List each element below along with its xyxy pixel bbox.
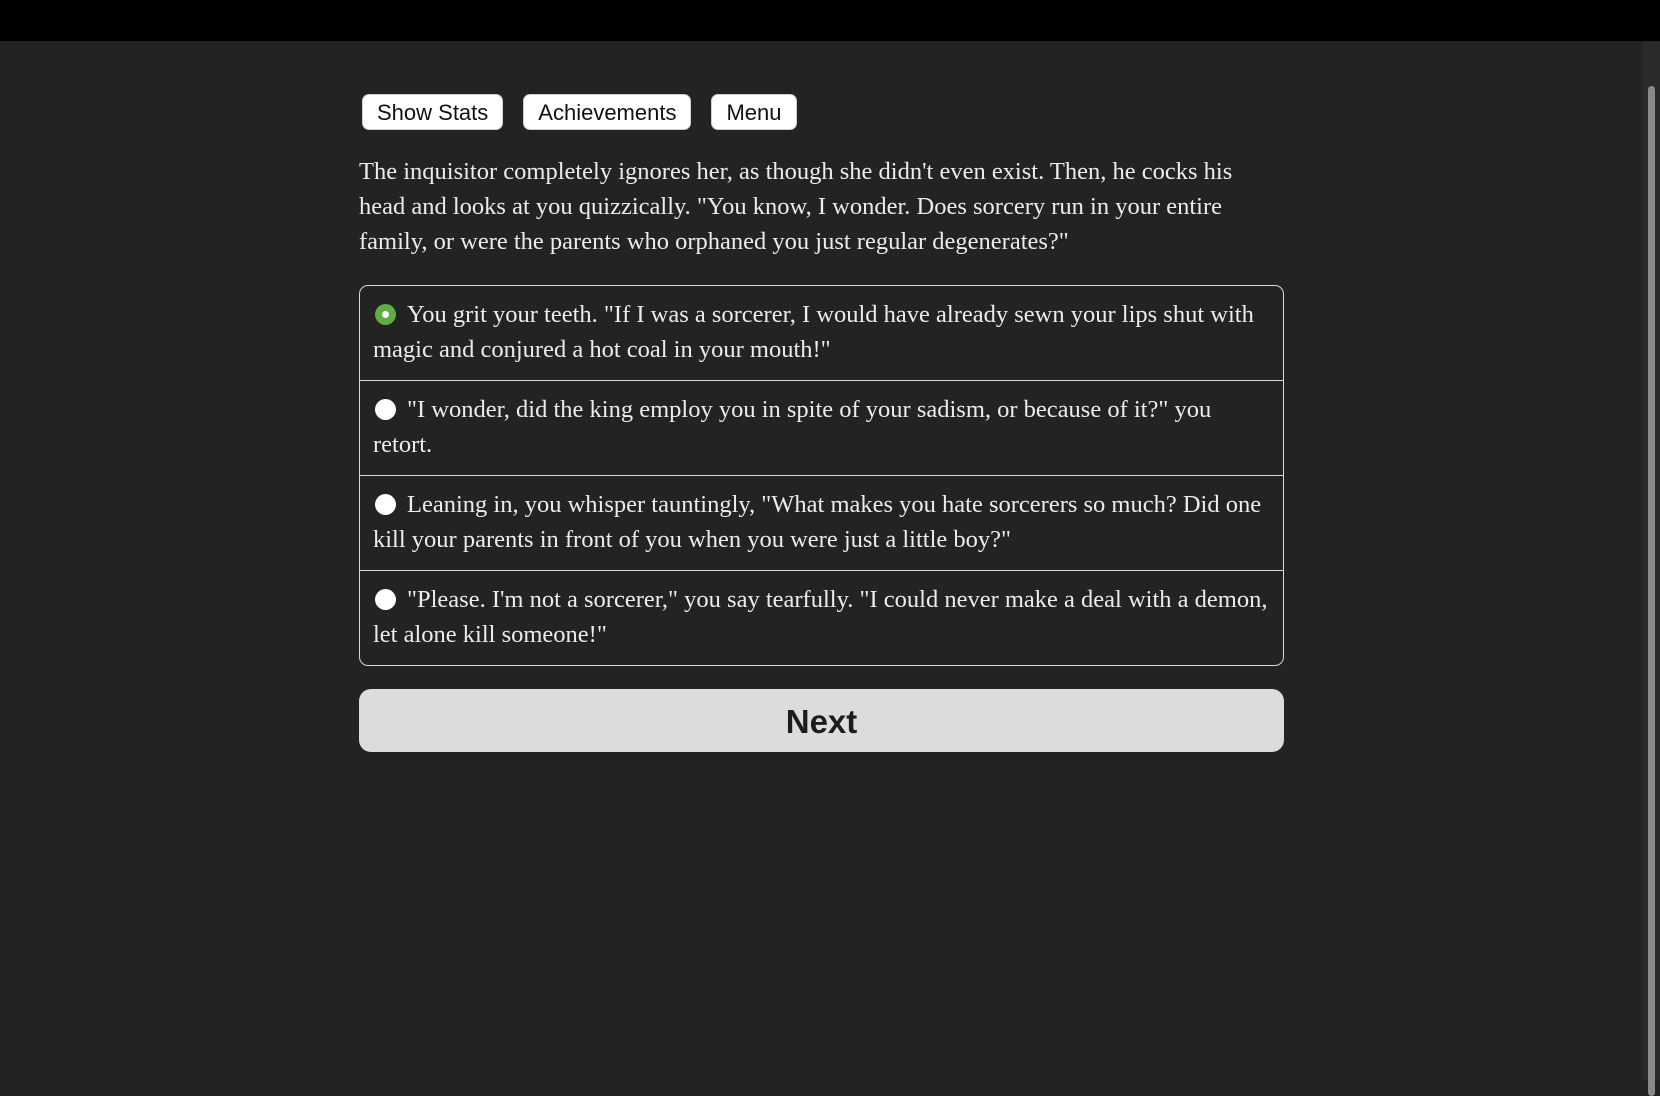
- story-text: The inquisitor completely ignores her, as though she didn't even exist. Then, he cocks his head and looks at you quizzically. "You know, I wonder. Does sorcery run in your entire family, or were the parents who orphaned you just regular degenerates?": [359, 158, 1233, 255]
- choice-option-3[interactable]: [360, 476, 1283, 571]
- game-container: [359, 94, 1284, 752]
- scrollbar-track[interactable]: [1643, 41, 1660, 1080]
- choice-label: "Please. I'm not a sorcerer," you say tearfully. "I could never make a deal with a demon, let alone kill someone!": [373, 586, 1268, 648]
- choice-option-1[interactable]: [360, 286, 1283, 381]
- choice-option-4[interactable]: [360, 571, 1283, 665]
- radio-icon[interactable]: [375, 399, 396, 420]
- radio-icon[interactable]: [375, 494, 396, 515]
- radio-selected-icon[interactable]: [375, 304, 396, 325]
- radio-icon[interactable]: [375, 589, 396, 610]
- choice-list: [359, 285, 1284, 666]
- choice-label: "I wonder, did the king employ you in spite of your sadism, or because of it?" you retort.: [373, 396, 1212, 458]
- choice-label: Leaning in, you whisper tauntingly, "What makes you hate sorcerers so much? Did one kill your parents in front of you when you were just a little boy?": [373, 491, 1262, 553]
- choice-label: You grit your teeth. "If I was a sorcerer, I would have already sewn your lips shut with magic and conjured a hot coal in your mouth!": [373, 301, 1254, 363]
- choice-option-2[interactable]: [360, 381, 1283, 476]
- show-stats-button[interactable]: Show Stats: [362, 94, 503, 130]
- browser-top-bar: [0, 0, 1660, 41]
- achievements-button[interactable]: Achievements: [523, 94, 691, 130]
- scrollbar-thumb[interactable]: [1648, 86, 1655, 1096]
- next-button[interactable]: Next: [359, 689, 1284, 752]
- menu-button[interactable]: Menu: [711, 94, 796, 130]
- toolbar: [362, 94, 1284, 130]
